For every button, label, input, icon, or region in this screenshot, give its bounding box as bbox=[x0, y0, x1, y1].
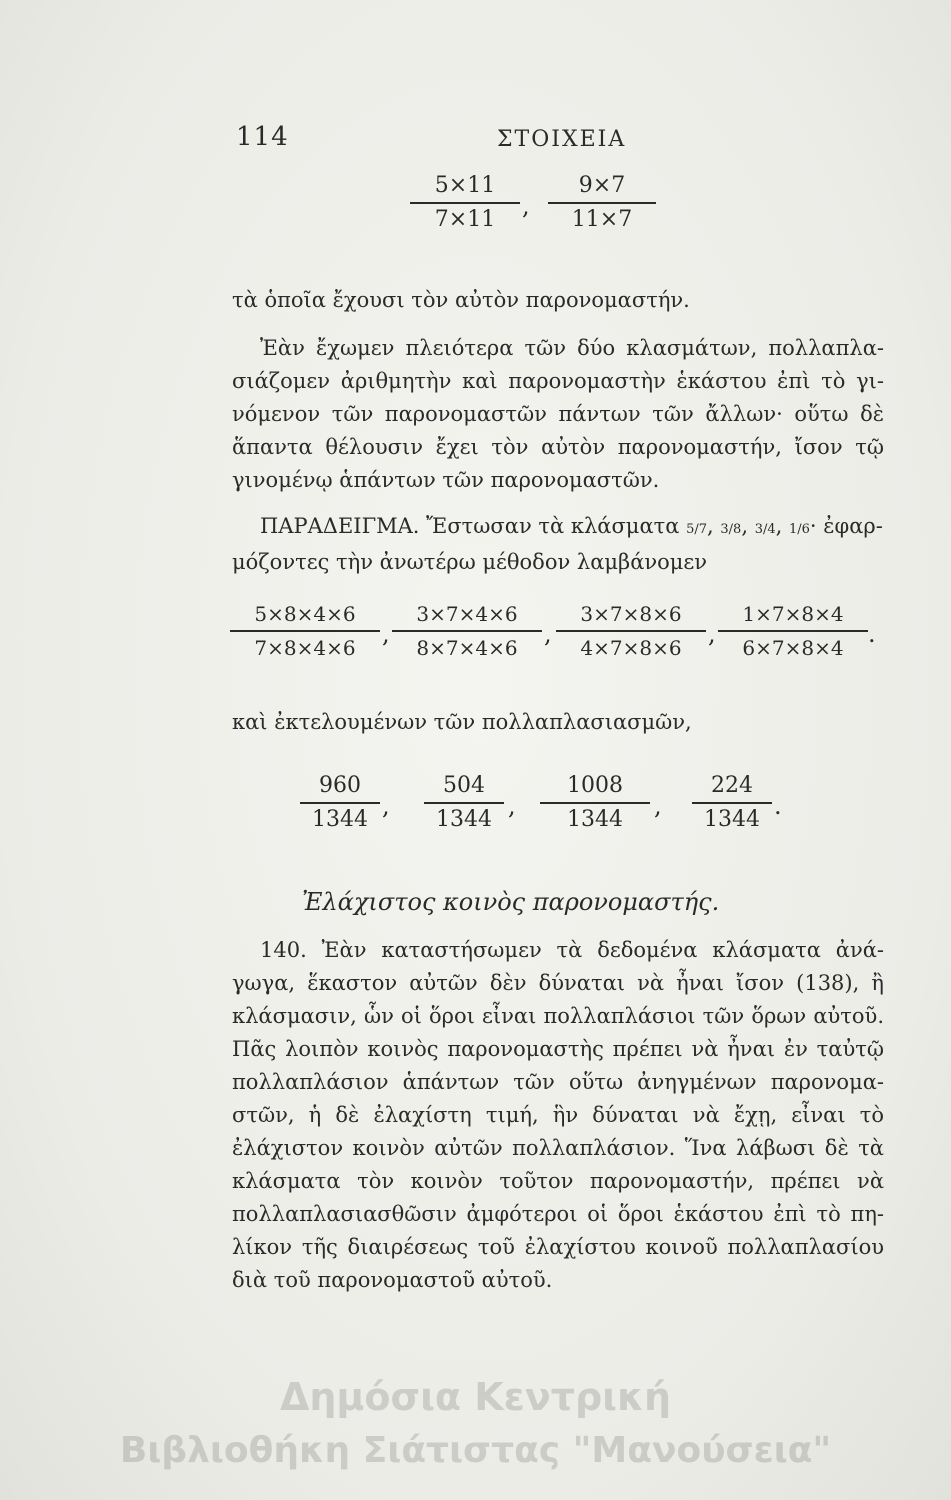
text-line: στῶν, ἡ δὲ ἐλαχίστη τιμή, ἣν δύναται νὰ ἔχῃ, εἶναι τὸ bbox=[232, 1103, 884, 1127]
fraction-bar bbox=[424, 802, 504, 804]
denominator: 4×7×8×6 bbox=[580, 636, 682, 660]
fraction-bar bbox=[692, 802, 772, 804]
comma: , bbox=[382, 620, 390, 648]
denominator: 1344 bbox=[567, 807, 623, 832]
text-line: γινομένῳ ἁπάντων τῶν παρονομαστῶν. bbox=[232, 468, 660, 492]
paragraph-4 bbox=[232, 934, 884, 1297]
library-watermark-line2: Βιβλιοθήκη Σιάτιστας "Μανούσεια" bbox=[119, 1430, 832, 1471]
fraction bbox=[548, 172, 656, 234]
denominator: 1344 bbox=[704, 807, 760, 832]
text-line: μόζοντες τὴν ἀνωτέρω μέθοδον λαμβάνομεν bbox=[232, 550, 708, 574]
numerator: 9×7 bbox=[578, 173, 626, 198]
denominator: 7×8×4×6 bbox=[254, 636, 356, 660]
fraction bbox=[410, 172, 520, 234]
text-line: Ἐὰν ἔχωμεν πλειότερα τῶν δύο κλασμάτων, πολλαπλα- bbox=[260, 336, 884, 360]
paragraph-3 bbox=[232, 706, 884, 739]
text-line: πολλαπλάσιον ἁπάντων τῶν οὕτω ἀνηγμένων παρονομα- bbox=[232, 1070, 884, 1094]
fraction bbox=[424, 772, 504, 834]
fraction bbox=[392, 600, 542, 662]
example-text: Ἔστωσαν τὰ κλάσματα bbox=[426, 514, 680, 538]
fraction-bar bbox=[392, 630, 542, 632]
text-line: πολλαπλασιασθῶσιν ἀμφότεροι οἱ ὅροι ἑκάστου ἐπὶ τὸ πη- bbox=[232, 1202, 884, 1226]
fraction-bar bbox=[548, 202, 656, 204]
text-line: κλάσματα τὸν κοινὸν τοῦτον παρονομαστήν, πρέπει νὰ bbox=[232, 1169, 884, 1193]
inline-fraction: 5/7 bbox=[686, 522, 708, 537]
text-line: κλάσμασιν, ὧν οἱ ὅροι εἶναι πολλαπλάσιοι τῶν ὅρων αὐτοῦ. bbox=[232, 1004, 884, 1028]
numerator: 5×11 bbox=[434, 173, 496, 198]
period: . bbox=[868, 620, 876, 648]
example-first-line: ΠΑΡΑΔΕΙΓΜΑ. Ἔστωσαν τὰ κλάσματα 5/7, 3/8, 3/4, 1/6· ἐφαρ- bbox=[260, 514, 883, 538]
fraction bbox=[540, 772, 650, 834]
numerator: 1008 bbox=[567, 773, 623, 798]
inline-fraction: 1/6 bbox=[788, 522, 810, 537]
fraction-bar bbox=[230, 630, 380, 632]
text-line: σιάζομεν ἀριθμητὴν καὶ παρονομαστὴν ἑκάστου ἐπὶ τὸ γι- bbox=[232, 369, 884, 393]
denominator: 6×7×8×4 bbox=[742, 636, 844, 660]
fraction-bar bbox=[556, 630, 706, 632]
example-label: ΠΑΡΑΔΕΙΓΜΑ. bbox=[260, 514, 420, 538]
denominator: 7×11 bbox=[434, 207, 496, 232]
numerator: 5×8×4×6 bbox=[254, 602, 356, 626]
fraction bbox=[300, 772, 380, 834]
numerator: 960 bbox=[319, 773, 361, 798]
text-line: διὰ τοῦ παρονομαστοῦ αὐτοῦ. bbox=[232, 1268, 553, 1292]
text-line: καὶ ἐκτελουμένων τῶν πολλαπλασιασμῶν, bbox=[232, 710, 692, 734]
example-text-end: ἐφαρ- bbox=[823, 514, 883, 538]
fraction bbox=[556, 600, 706, 662]
paragraph-1 bbox=[232, 284, 884, 317]
comma: , bbox=[508, 792, 516, 820]
text-line: ἐλάχιστον κοινὸν αὐτῶν πολλαπλάσιον. Ἵνα λάβωσι δὲ τὰ bbox=[232, 1136, 884, 1160]
text-line: 140. Ἐὰν καταστήσωμεν τὰ δεδομένα κλάσματα ἀνά- bbox=[260, 938, 884, 962]
page-number: 114 bbox=[236, 122, 289, 152]
paragraph-2 bbox=[232, 332, 884, 497]
fraction bbox=[692, 772, 772, 834]
fraction-bar bbox=[540, 802, 650, 804]
fraction-bar bbox=[300, 802, 380, 804]
text-line: νόμενον τῶν παρονομαστῶν πάντων τῶν ἄλλων· οὕτω δὲ bbox=[232, 402, 884, 426]
inline-fraction: 3/4 bbox=[754, 522, 776, 537]
example-paragraph bbox=[232, 510, 884, 579]
library-watermark-line1: Δημόσια Κεντρική bbox=[279, 1375, 672, 1419]
fraction bbox=[718, 600, 868, 662]
period: . bbox=[774, 792, 782, 820]
numerator: 3×7×8×6 bbox=[580, 602, 682, 626]
numerator: 1×7×8×4 bbox=[742, 602, 844, 626]
text-line: γωγα, ἕκαστον αὐτῶν δὲν δύναται νὰ ἦναι ἴσον (138), ἢ bbox=[232, 971, 884, 995]
comma: , bbox=[522, 192, 530, 220]
text-line: λίκον τῆς διαιρέσεως τοῦ ἐλαχίστου κοινοῦ πολλαπλασίου bbox=[232, 1235, 884, 1259]
fraction-bar bbox=[410, 202, 520, 204]
comma: , bbox=[382, 792, 390, 820]
comma: , bbox=[544, 620, 552, 648]
numerator: 224 bbox=[711, 773, 753, 798]
section-heading: Ἐλάχιστος κοινὸς παρονομαστής. bbox=[302, 888, 720, 916]
text-line: ἅπαντα θέλουσιν ἔχει τὸν αὐτὸν παρονομαστήν, ἴσον τῷ bbox=[232, 435, 884, 459]
fraction-bar bbox=[718, 630, 868, 632]
comma: , bbox=[708, 620, 716, 648]
comma: , bbox=[654, 792, 662, 820]
numerator: 3×7×4×6 bbox=[416, 602, 518, 626]
denominator: 11×7 bbox=[571, 207, 633, 232]
denominator: 1344 bbox=[436, 807, 492, 832]
inline-fraction: 3/8 bbox=[720, 522, 742, 537]
running-title: ΣΤΟΙΧΕΙΑ bbox=[497, 127, 627, 152]
text-line: Πᾶς λοιπὸν κοινὸς παρονομαστὴς πρέπει νὰ ἦναι ἐν ταὐτῷ bbox=[232, 1037, 884, 1061]
fraction bbox=[230, 600, 380, 662]
denominator: 8×7×4×6 bbox=[416, 636, 518, 660]
denominator: 1344 bbox=[312, 807, 368, 832]
numerator: 504 bbox=[443, 773, 485, 798]
text-line: τὰ ὁποῖα ἔχουσι τὸν αὐτὸν παρονομαστήν. bbox=[232, 288, 690, 312]
